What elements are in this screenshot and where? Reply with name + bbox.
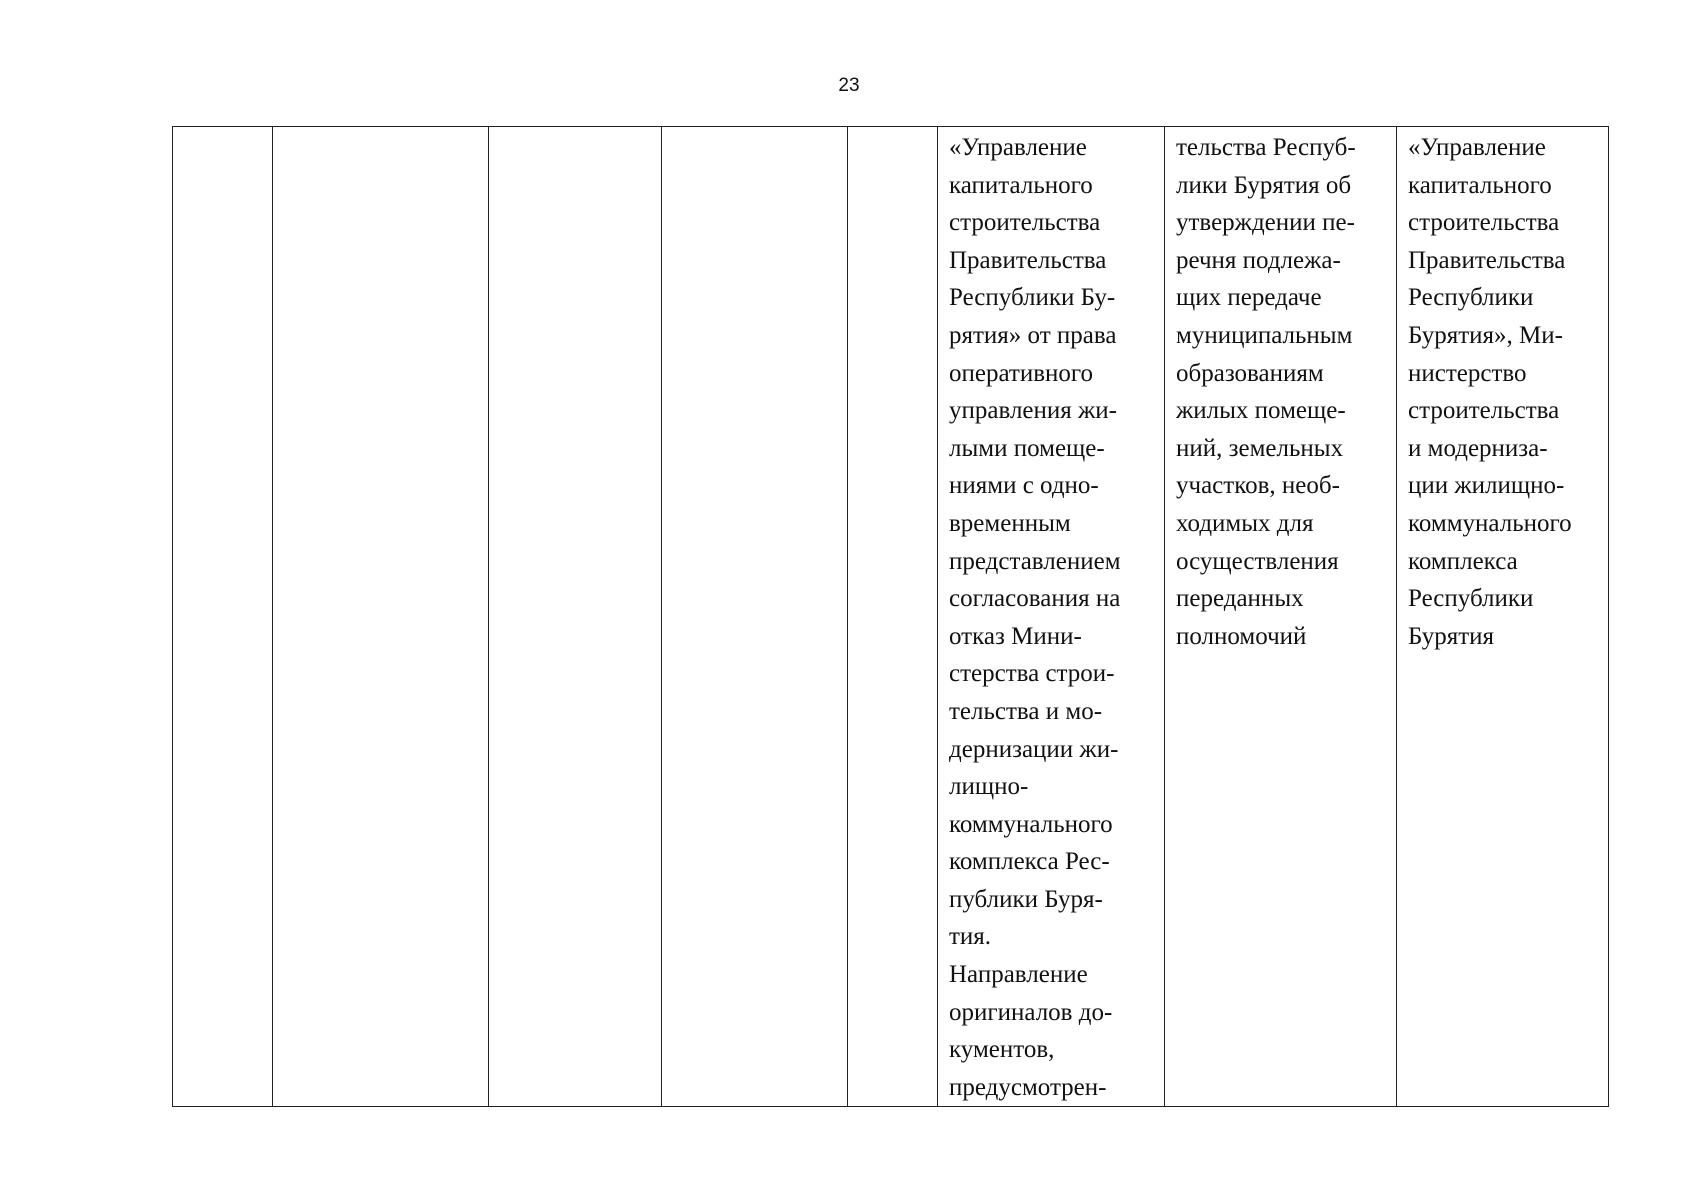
cell-text-line: лыми помеще- xyxy=(949,434,1105,462)
cell-text-line: публики Буря- xyxy=(949,885,1103,913)
cell-text-line: управления жи- xyxy=(949,397,1118,425)
cell-text-line: переданных xyxy=(1176,585,1304,613)
page-number: 23 xyxy=(838,75,860,96)
cell-text-line: «Управление xyxy=(949,134,1087,161)
cell-text-line: Республики xyxy=(1408,284,1534,312)
cell-text-line: щих передаче xyxy=(1176,284,1322,312)
table-cell-col6 xyxy=(938,127,1165,1107)
cell-text-line: капитального xyxy=(949,171,1093,199)
table-row xyxy=(173,127,1609,1107)
cell-text-line: ции жилищно- xyxy=(1408,472,1565,500)
table-cell-col4 xyxy=(662,127,848,1107)
cell-text-line: осуществления xyxy=(1176,547,1339,575)
cell-text-line: полномочий xyxy=(1176,622,1307,650)
cell-text-line: участков, необ- xyxy=(1176,472,1340,500)
cell-text-line: стерства строи- xyxy=(949,660,1115,688)
cell-text-line: лищно- xyxy=(949,773,1029,801)
cell-text-line: ниями с одно- xyxy=(949,472,1099,500)
cell-text-line: ходимых для xyxy=(1176,509,1314,537)
cell-text-line: дернизации жи- xyxy=(949,735,1119,763)
cell-text-line: согласования на xyxy=(949,585,1121,613)
cell-text-line: тия. xyxy=(949,923,992,951)
cell-text-line: строительства xyxy=(949,209,1101,237)
cell-text-line: временным xyxy=(949,509,1071,537)
cell-text-line: оригиналов до- xyxy=(949,998,1113,1026)
cell-text-line: муниципальным xyxy=(1176,321,1353,349)
cell-text-line: строительства xyxy=(1408,209,1560,237)
cell-text-line: Бурятия xyxy=(1408,622,1495,650)
cell-text-line: «Управление xyxy=(1408,134,1546,161)
cell-text-line: представлением xyxy=(949,547,1121,575)
cell-text-line: Бурятия», Ми- xyxy=(1408,321,1563,349)
cell-text-line: комплекса Рес- xyxy=(949,848,1110,876)
cell-text-line: ний, земельных xyxy=(1176,434,1344,462)
table-cell-col8 xyxy=(1397,127,1609,1107)
cell-text-line: Направление xyxy=(949,961,1088,989)
cell-text-line: Правительства xyxy=(949,246,1107,274)
cell-text-line: тельства Респуб- xyxy=(1176,134,1356,161)
table-cell-col5 xyxy=(848,127,938,1107)
document-table xyxy=(172,126,1609,1107)
cell-text-line: Правительства xyxy=(1408,246,1566,274)
cell-text-line: жилых помеще- xyxy=(1176,397,1346,425)
cell-text-line: речня подлежа- xyxy=(1176,246,1341,274)
table-cell-col2 xyxy=(273,127,489,1107)
cell-text-line: нистерство xyxy=(1408,359,1527,387)
cell-text-line: коммунального xyxy=(1408,509,1572,537)
cell-text-line: оперативного xyxy=(949,359,1094,387)
cell-text-line: утверждении пе- xyxy=(1176,209,1355,237)
cell-text-line: и модерниза- xyxy=(1408,434,1548,462)
cell-text-line: предусмотрен- xyxy=(949,1073,1107,1101)
cell-text-line: тельства и мо- xyxy=(949,697,1103,725)
cell-text-line: строительства xyxy=(1408,397,1560,425)
cell-text-line: коммунального xyxy=(949,810,1113,838)
table-cell-col1 xyxy=(173,127,273,1107)
cell-text-line: кументов, xyxy=(949,1036,1055,1064)
table-cell-col7 xyxy=(1165,127,1397,1107)
cell-text-line: Республики xyxy=(1408,585,1534,613)
cell-text-line: образованиям xyxy=(1176,359,1324,387)
cell-text-line: Республики Бу- xyxy=(949,284,1116,312)
cell-text-line: отказ Мини- xyxy=(949,622,1082,650)
cell-text-line: рятия» от права xyxy=(949,321,1117,349)
table-cell-col3 xyxy=(489,127,662,1107)
cell-text-line: капитального xyxy=(1408,171,1552,199)
cell-text-line: лики Бурятия об xyxy=(1176,171,1352,199)
cell-text-line: комплекса xyxy=(1408,547,1518,575)
